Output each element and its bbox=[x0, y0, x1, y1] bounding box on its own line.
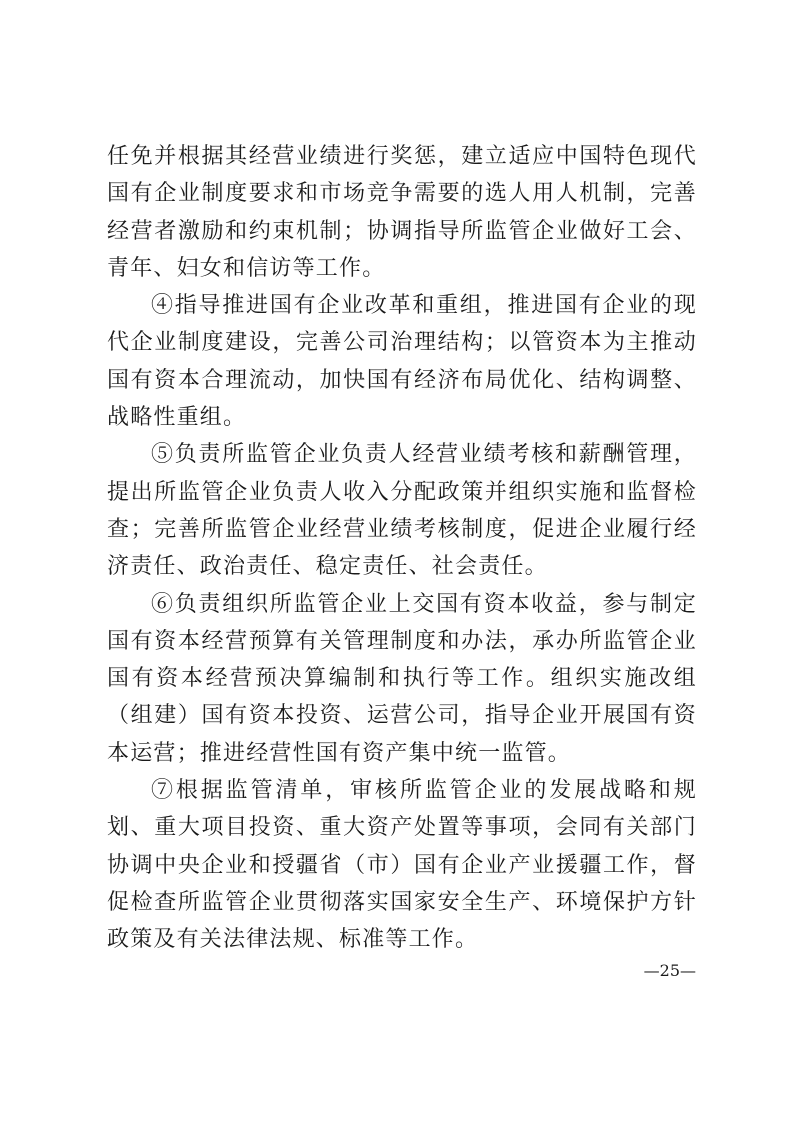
paragraph-item-7: ⑦根据监管清单，审核所监管企业的发展战略和规划、重大项目投资、重大资产处置等事项，会同有关部门协调中央企业和授疆省（市）国有企业产业援疆工作，督促检查所监管企业贯彻落实国家安全生产、环境保护方针政策及有关法律法规、标准等工作。 bbox=[107, 778, 697, 953]
paragraph-continuation: 任免并根据其经营业绩进行奖惩，建立适应中国特色现代国有企业制度要求和市场竞争需要的选人用人机制，完善经营者激励和约束机制；协调指导所监管企业做好工会、青年、妇女和信访等工作。 bbox=[107, 144, 697, 281]
paragraph-item-5: ⑤负责所监管企业负责人经营业绩考核和薪酬管理，提出所监管企业负责人收入分配政策并组织实施和监督检查；完善所监管企业经营业绩考核制度，促进企业履行经济责任、政治责任、稳定责任、社会责任。 bbox=[107, 442, 697, 580]
paragraph-item-6: ⑥负责组织所监管企业上交国有资本收益，参与制定国有资本经营预算有关管理制度和办法，承办所监管企业国有资本经营预决算编制和执行等工作。组织实施改组（组建）国有资本投资、运营公司，指导企业开展国有资本运营；推进经营性国有资产集中统一监管。 bbox=[107, 591, 697, 766]
document-body bbox=[107, 138, 697, 959]
paragraph-item-4: ④指导推进国有企业改革和重组，推进国有企业的现代企业制度建设，完善公司治理结构；以管资本为主推动国有资本合理流动，加快国有经济布局优化、结构调整、战略性重组。 bbox=[107, 293, 697, 431]
page-number: —25— bbox=[643, 961, 696, 980]
